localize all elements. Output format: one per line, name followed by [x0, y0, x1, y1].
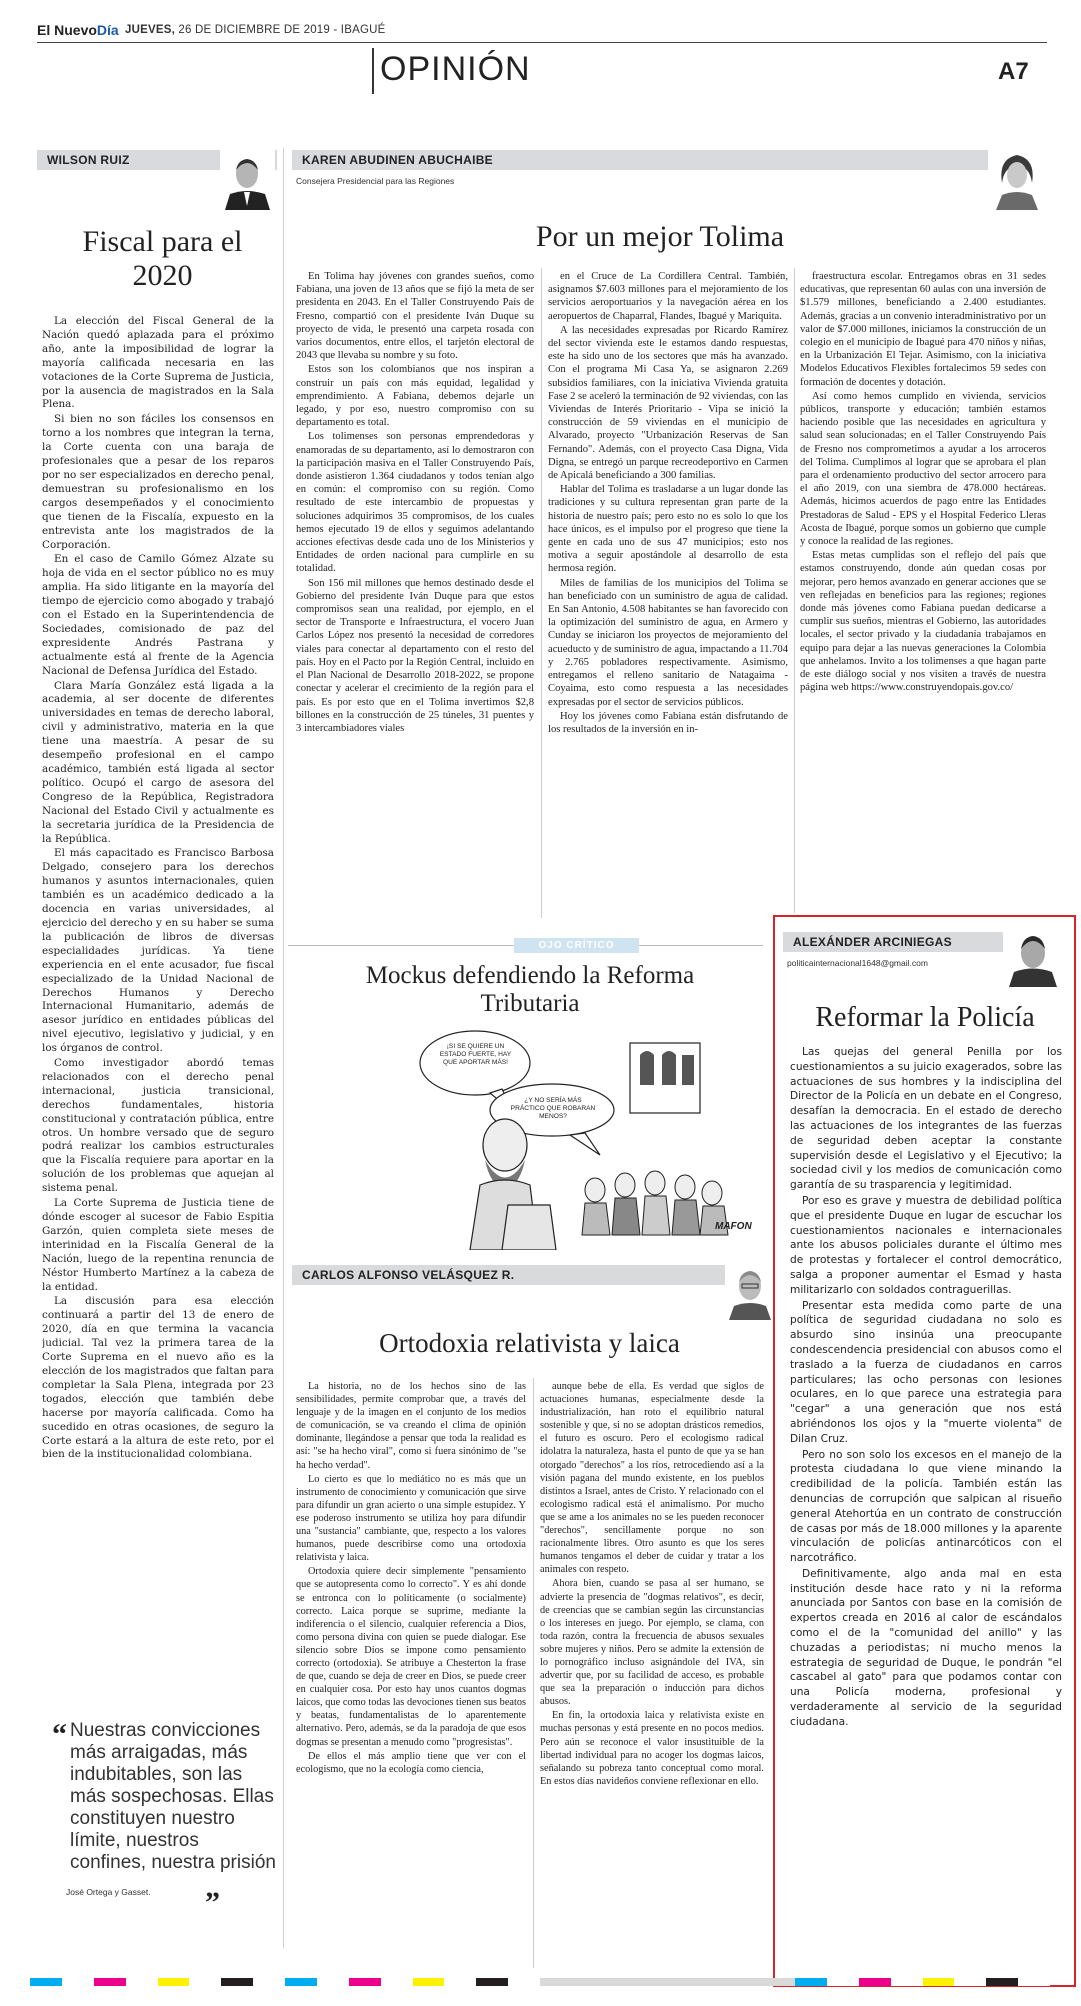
paragraph: Definitivamente, algo anda mal en esta institución desde hace rato y ni la reforma anunciada por Santos con base en la comisión de expertos creada en 2016 al calor de escándalos como el de la "comunidad del anillo" y las chuzadas a periodistas; ni mucho menos la estrategia de seguridad de Duque, le pondrán "el cascabel al gato" para que podamos contar con una Policía moderna, profesional y verdaderamente al servicio de la seguridad ciudadana. [790, 1567, 1062, 1728]
paragraph: A las necesidades expresadas por Ricardo Ramírez del sector vivienda este le estamos dando respuestas, este ha sido uno de los sectores que más ha avanzado. Con el programa Mi Casa Ya, se asignaron 2.269 subsidios familiares, con la iniciativa Vivienda gratuita Fase 2 se aceleró la terminación de 92 viviendas, con las Viviendas de Interés Prioritario - Vipa se inició la construcción de 59 viviendas en el municipio de Alvarado, proyecto "Urbanización Reservas de San Fernando". Además, con el proyecto Casa Digna, Vida Digna, se entregó un parque recreodeportivo en Carmen de Apicalá beneficiando a 300 familias. [548, 324, 788, 482]
paragraph: En fin, la ortodoxia laica y relativista existe en muchas personas y está presente en no pocos medios. Pero aún se reconoce el valor insustituible de la libertad individual para no acoger los dogmas laicos, señalando su pobreza tanto conceptual como moral. En estos días navideños conviene reflexionar en ello. [540, 1710, 764, 1787]
newspaper-logo: El NuevoDía [37, 22, 119, 38]
article-body-ortodoxia-col2 [540, 1380, 764, 1970]
author-name: ALEXÁNDER ARCINIEGAS [793, 935, 952, 949]
paragraph: La historia, no de los hechos sino de las sensibilidades, permite comprobar que, a través del lenguaje y de la imagen en el conjunto de los medios de comunicación, se va creando el clima de opinión dominante, llegándose a pensar que toda la realidad es así: "se ha hecho viral", como si fuera sinónimo de "se ha hecho verdad". [296, 1381, 526, 1471]
page-number: A7 [998, 58, 1029, 85]
paragraph: Hablar del Tolima es trasladarse a un lugar donde las tradiciones y su cultura representan gran parte de la historia de nuestro país; pero esto no es solo lo que los hace únicos, es el impulso por el progreso que tiene la gente en cada uno de sus 47 municipios; esto nos motiva a seguir apostándole al desarrollo de esta hermosa región. [548, 484, 788, 575]
paragraph: El más capacitado es Francisco Barbosa Delgado, consejero para los derechos humanos y asuntos internacionales, quien también es un académico dedicado a la docencia en varias universidades, al ejercicio del derecho y en su haber se suma la publicación de libros de diversas especialidades jurídicas. Ya tiene experiencia en el ente acusador, fue fiscal especializado de la Unidad Nacional de Derechos Humanos y Derecho Internacional Humanitario, además de asesor jurídico en entidades públicas del nivel ejecutivo, legislativo y judicial, y en los órganos de control. [42, 847, 274, 1055]
portrait-icon [988, 145, 1046, 210]
portrait-icon [220, 148, 275, 210]
paragraph: En Tolima hay jóvenes con grandes sueños, como Fabiana, una joven de 13 años que se fijó la meta de ser presidenta en 2043. En el Taller Construyendo País de Fresno, compartió con el presidente Iván Duque su proyecto de vida, le presentó una carpeta rosada con varios documentos, entre ellos, el tarjetón electoral de 2043 que llevaba su nombre y su foto. [296, 271, 534, 362]
paragraph: La Corte Suprema de Justicia tiene de dónde escoger al sucesor de Fabio Espitia Garzón, quien completa siete meses de interinidad en la Fiscalía General de la Nación, luego de la repentina renuncia de Néstor Humberto Martínez a la cabeza de la entidad. [42, 1197, 274, 1293]
section-title: OPINIÓN [380, 50, 531, 88]
pull-quote: Nuestras convicciones más arraigadas, más indubitables, son las más sospechosas. Ellas constituyen nuestro límite, nuestros confines, nuestra prisión [70, 1720, 276, 1873]
article-body-tolima-col3 [800, 270, 1046, 910]
portrait-icon [725, 1258, 775, 1320]
cartoon-signature: MAFON [715, 1221, 752, 1232]
paragraph: Como investigador abordó temas relacionados con el derecho penal internacional, justicia transicional, derechos fundamentales, historia constitucional y contratación pública, entre otros. Un hombre versado que de seguro podrá realizar los cambios estructurales que la Fiscalía requiere para aportar en la solución de los problemas que aquejan al sistema penal. [42, 1057, 274, 1195]
author-photo [988, 145, 1046, 210]
paragraph: Miles de familias de los municipios del Tolima se han beneficiado con un suministro de agua de calidad. En San Antonio, 4.508 habitantes se han favorecido con la optimización del suministro de agua, en Armero y Cunday se iniciaron los proyectos de mejoramiento del acueducto y de suministro de agua, impactando a 11.704 y 2.765 pobladores respectivamente. Asimismo, entregamos el relleno sanitario de Natagaima - Coyaima, esto como respuesta a las necesidades expresadas por el sector de servicios públicos. [548, 577, 788, 708]
headline-fiscal: Fiscal para el 2020 [82, 225, 243, 292]
portrait-icon [1003, 925, 1063, 987]
paragraph: Así como hemos cumplido en vivienda, servicios públicos, transporte y educación; también estamos haciendo posible que las necesidades en agricultura y salud sean solucionadas; en el Taller Construyendo País de Fresno nos comprometimos a ayudar a los arroceros del Tolima. Cumplimos al lograr que se aprobara el plan para el ordenamiento productivo del sector arrocero para el año 2019, con una siembra de 478.000 hectáreas. Además, hicimos acuerdos de pago entre las Entidades Prestadoras de Salud - EPS y el Hospital Federico Lleras Acosta de Ibagué, porque somos un gobierno que cumple y conoce la realidad de las regiones. [800, 390, 1046, 548]
paragraph: Estas metas cumplidas son el reflejo del país que estamos construyendo, donde aún quedan cosas por mejorar, pero hemos avanzado en generar acciones que se ven reflejadas en beneficios para las regiones; regiones donde más jóvenes como Fabiana puedan dedicarse a cumplir sus sueños, mientras el Gobierno, las autoridades locales, el sector privado y la ciudadanía trabajamos en equipo para dejar a las nuevas generaciones la Colombia que anhelamos. Invito a los tolimenses a que hagan parte de este diálogo social y nos visiten a través de nuestra página web https://www.construyendopais.gov.co/ [800, 550, 1046, 694]
paragraph: Clara María González está ligada a la academia, al ser docente de diferentes universidades en temas de derecho laboral, civil y administrativo, materia en la que tiene una maestría. A pesar de su desempeño profesional en el campo académico, también está ligada al sector político. Ocupó el cargo de asesora del Congreso de la República, Registradora Nacional del Estado Civil y actualmente es la secretaria jurídica de la Presidencia de la República. [42, 679, 274, 845]
column-separator [541, 268, 542, 918]
paragraph: Estos son los colombianos que nos inspiran a construir un país con más equidad, legalidad y emprendimiento. A Fabiana, debemos dejarle un legado, y por eso, nuestro compromiso con su departamento es total. [296, 364, 534, 429]
author-name: KAREN ABUDINEN ABUCHAIBE [302, 153, 493, 167]
paragraph: Lo cierto es que lo mediático no es más que un instrumento de conocimiento y comunicación que sirve para difundir un gran acierto o una simple estupidez. Y ese poderoso instrumento se utiliza hoy para difundir una "sustancia" cambiante, que, respecto a los valores humanos, puede describirse como una ortodoxia relativista y laica. [296, 1473, 526, 1564]
author-name: CARLOS ALFONSO VELÁSQUEZ R. [302, 1268, 515, 1282]
author-bar-carlos [292, 1265, 762, 1285]
paragraph: en el Cruce de La Cordillera Central. También, asignamos $7.603 millones para el mejoramiento de los servicios aeroportuarios y la navegación aérea en los aeropuertos de Chaparral, Flandes, Ibagué y Mariquita. [548, 271, 788, 322]
headline-mockus: Mockus defendiendo la Reforma Tributaria [365, 962, 695, 1017]
quote-open-icon: “ [52, 1718, 67, 1751]
paragraph: fraestructura escolar. Entregamos obras en 31 sedes educativas, que representan 60 aulas con una inversión de $1.579 millones, beneficiando a 2.400 estudiantes. Además, gracias a un convenio interadministrativo por un valor de $7.000 millones, iniciamos la construcción de un colegio en el municipio de Ibagué para 470 niños y niñas, en la Urbanización El Tejar. Asimismo, con la iniciativa Modelos Educativos Flexibles fortalecimos 59 sedes con formación de docentes y dotación. [800, 271, 1046, 388]
paragraph: Si bien no son fáciles los consensos en torno a los nombres que integran la terna, la Corte cuenta con una baraja de profesionales que a pesar de los reparos por no ser especializados en derecho penal, demuestran su profesionalismo en los cargos desempeñados y el conocimiento que tienen de la Fiscalía, expuesto en la entrevista ante los magistrados de la Corporación. [42, 413, 274, 551]
paragraph: De ellos el más amplio tiene que ver con el ecologismo, que no la ecología como ciencia, [296, 1750, 526, 1775]
ojo-critico-badge: OJO CRÍTICO [514, 938, 639, 953]
dateline: JUEVES, 26 DE DICIEMBRE DE 2019 - IBAGUÉ [125, 24, 386, 36]
headline-policia: Reformar la Policía [815, 1002, 1035, 1033]
author-name: WILSON RUIZ [47, 153, 130, 167]
article-body-tolima-col1 [296, 270, 534, 920]
cartoon-bubble-1: ¡SI SE QUIERE UN ESTADO FUERTE, HAY QUE APORTAR MÁS! [439, 1043, 512, 1066]
headline-ortodoxia: Ortodoxia relativista y laica [379, 1328, 680, 1358]
paragraph: En el caso de Camilo Gómez Alzate su hoja de vida en el sector público no es muy amplia. Ha sido litigante en la mayoría del tiempo de ejercicio como abogado y trabajó con el Estado en la Superintendencia de Sociedades, comisionado de paz del expresidente Andrés Pastrana y actualmente está al frente de la Agencia Nacional de Defensa Jurídica del Estado. [42, 553, 274, 677]
author-photo [1003, 925, 1063, 987]
paragraph: Las quejas del general Penilla por los cuestionamientos a su juicio exagerados, sobre las actuaciones de sus hombres y la indisciplina del Director de la Policía en un debate en el Congreso, desafían la democracia. En el estado de derecho las actuaciones de los integrantes de las fuerzas de seguridad deben aceptar la constante supervisión desde el Legislativo y el Ejecutivo; la sociedad civil y los medios de comunicación como garantía de su trasparencia y legitimidad. [790, 1046, 1062, 1192]
article-body-fiscal [42, 315, 274, 1645]
paragraph: La elección del Fiscal General de la Nación quedó aplazada para el próximo año, ante la imposibilidad de lograr la mayoría calificada necesaria en las votaciones de la Corte Suprema de Justicia, por la ausencia de magistrados en la Sala Plena. [42, 315, 274, 411]
headline-tolima: Por un mejor Tolima [535, 220, 785, 253]
author-photo [220, 148, 275, 210]
paragraph: Pero no son solo los excesos en el manejo de la protesta ciudadana lo que viene minando la credibilidad de la policía. También están las denuncias de corrupción que salpican al risueño general Atehortúa en un contrato de construcción de casas por más de 18.000 millones y la aparente vinculación de policías antinarcóticos con el narcotráfico. [790, 1448, 1062, 1565]
quote-author: José Ortega y Gasset. [66, 1887, 151, 1897]
paragraph: Los tolimenses son personas emprendedoras y enamoradas de su departamento, así lo demostraron con la participación masiva en el Taller Construyendo País, donde asistieron 1.364 ciudadanos y todos tenían algo en común: el compromiso con su región. Como resultado de este intercambio de propuestas y soluciones adquirimos 35 compromisos, de los cuales hemos ejecutado 19 de ellos y seguimos adelantando acciones efectivas desde cada uno de los Ministerios y Entidades de orden nacional para cumplirle en su totalidad. [296, 431, 534, 575]
article-body-tolima-col2 [548, 270, 788, 920]
article-body-ortodoxia-col1 [296, 1380, 526, 1970]
paragraph: Son 156 mil millones que hemos destinado desde el Gobierno del presidente Iván Duque para que estos compromisos sean una realidad, por ejemplo, en el sector de Transporte e Infraestructura, el vocero Juan Carlos López nos presentó la necesidad de corredores viales para conectar al departamento con el resto del país. Hoy en el Pacto por la Región Central, incluido en el Plan Nacional de Desarrollo 2018-2022, se propone conectar y acelerar el crecimiento de la región para el país. Es por esto que en el Tolima invertimos $2,8 billones en la construcción de 25 túneles, 31 puentes y 3 intercambiadores viales [296, 577, 534, 734]
quote-close-icon: ” [205, 1886, 220, 1919]
column-separator [794, 268, 795, 913]
paragraph: Presentar esta medida como parte de una política de seguridad ciudadana no solo es absurdo sino insinúa una preocupante condescendencia presidencial con abusos como el traslado a la fuerza de ciudadanos en carros particulares; las ocho personas con lesiones oculares, en lo que parece una estrategia para "cegar" a una generación que nos está abriéndonos los ojos y la "muerte violenta" de Dilan Cruz. [790, 1299, 1062, 1445]
cartoon-illustration [410, 1025, 765, 1250]
paragraph: La discusión para esa elección continuará a partir del 13 de enero de 2020, día en que termina la vacancia judicial. Tal vez la primera tarea de la Corte Suprema en el nuevo año es la elección de los magistrados que faltan para completar la Sala Plena, integrada por 23 togados, elección que también debe hacerse por mayoría calificada. Como ha sucedido en otras ocasiones, de seguro la Corte estará a la altura de este reto, por el bien de la institucionalidad colombiana. [42, 1295, 274, 1461]
paragraph: Por eso es grave y muestra de debilidad política que el presidente Duque en lugar de escuchar los cuestionamientos nacionales e internacionales ante los abusos policiales durante el último mes de protestas y fortalecer el control democrático, salga a proponer aumentar el Esmad y hasta militarizarlo con soldados contraguerillas. [790, 1194, 1062, 1296]
section-divider [372, 48, 374, 94]
paragraph: aunque bebe de ella. Es verdad que siglos de actuaciones humanas, especialmente desde la industrialización, han roto el equilibrio natural sostenible y que, si no se adoptan drásticos remedios, el futuro es oscuro. Pero el ecologismo radical idolatra la naturaleza, hasta el punto de que ya se han otorgado "derechos" a los ríos, retrocediendo así a la visión pagana del mundo existente, en los pueblos distintos a Israel, antes de Cristo. Y relacionado con el ecologismo radical está el animalismo. Por mucho que se ame a los animales no se les pueden reconocer "derechos", sencillamente porque no son racionalmente libres. Otro asunto es que los seres humanos tengamos el deber de cuidar y tratar a los animales con respeto. [540, 1381, 764, 1576]
author-photo [725, 1258, 775, 1320]
header-rule [37, 42, 1047, 43]
author-bar-karen [292, 150, 1007, 170]
column-separator [283, 148, 284, 1948]
cartoon-bubble-2: ¿Y NO SERÍA MÁS PRÁCTICO QUE ROBARAN MENOS? [510, 1097, 596, 1120]
paragraph: Hoy los jóvenes como Fabiana están disfrutando de los resultados de la inversión en in- [548, 710, 788, 735]
author-email: politicainternacional1648@gmail.com [787, 958, 928, 968]
paragraph: Ahora bien, cuando se pasa al ser humano, se advierte la presencia de "dogmas relativos", es decir, de creencias que se cambian según las circunstancias o los intereses en juego. Por ejemplo, se clama, con toda razón, contra la frecuencia de abusos sexuales sobre mujeres y niños. Pero se admite la extensión de lo pornográfico incluso asignándole del IVA, sin advertir que, por su facilidad de acceso, es probable que sea la preparación o inducción para dichos abusos. [540, 1578, 764, 1708]
article-body-policia [790, 1045, 1062, 1975]
column-separator [533, 1378, 534, 1968]
author-role: Consejera Presidencial para las Regiones [296, 176, 455, 186]
masthead [37, 22, 1047, 42]
paragraph: Ortodoxia quiere decir simplemente "pensamiento que se autopresenta como lo correcto". Y es ahí donde se entronca con lo políticamente (o socialmente) correcto. Laica porque se suprime, mediante la indiferencia o el silencio, cualquier referencia a Dios, como persona divina con quien se puede dialogar. Ese silencio sobre Dios se impone como pensamiento correcto (ortodoxia). Se atribuye a Chesterton la frase de que, cuando se deja de creer en Dios, se puede creer en cualquier cosa. Por esto hay unos cuantos dogmas laicos, que como todas las devociones tienen sus beatos y beatas, fundamentalistas de lo aparentemente alternativo. Pero, además, se da la paradoja de que esos dogmas se presentan a menudo como "progresistas". [296, 1566, 526, 1748]
print-color-bar [30, 1978, 1050, 1986]
